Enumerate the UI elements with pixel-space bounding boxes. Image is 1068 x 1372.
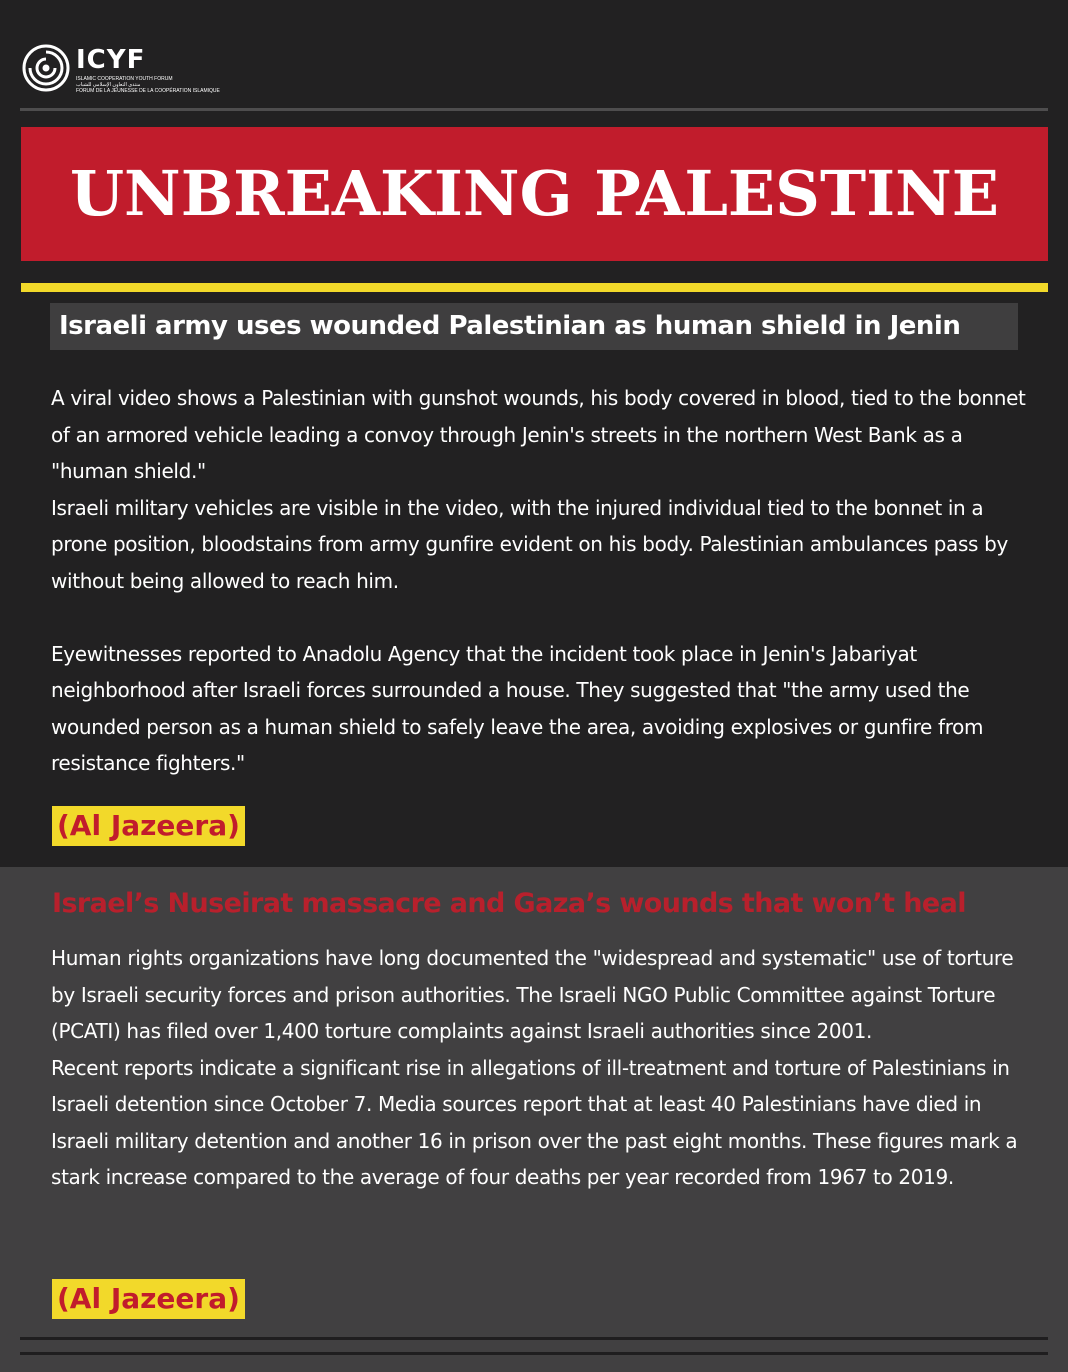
- logo-subtitle: [76, 76, 220, 94]
- article-2-body: [51, 940, 1026, 1196]
- article-1-headline-box: [50, 303, 1018, 350]
- logo-subline-fr: FORUM DE LA JEUNESSE DE LA COOPÉRATION ISLAMIQUE: [76, 88, 220, 94]
- paragraph-gap: [51, 599, 1026, 636]
- article-2-source-tag: (Al Jazeera): [52, 1279, 245, 1319]
- article-1-headline: Israeli army uses wounded Palestinian as human shield in Jenin: [59, 311, 961, 341]
- article-1-body: [51, 380, 1026, 782]
- bottom-divider: [20, 1352, 1048, 1355]
- title-banner: [21, 127, 1048, 261]
- logo-subline-en: ISLAMIC COOPERATION YOUTH FORUM: [76, 76, 173, 82]
- article-1-paragraph: Israeli military vehicles are visible in the video, with the injured individual tied to the bonnet in a prone position, bloodstains from army gunfire evident on his body. Palestinian ambulances pass by without being allowed to reach him.: [51, 495, 1008, 593]
- page-title: UNBREAKING PALESTINE: [69, 157, 1000, 230]
- logo-name: ICYF: [76, 45, 146, 75]
- bottom-divider: [20, 1337, 1048, 1340]
- top-divider: [20, 108, 1048, 111]
- article-1-paragraph: A viral video shows a Palestinian with gunshot wounds, his body covered in blood, tied to the bonnet of an armored vehicle leading a convoy through Jenin's streets in the northern West Bank as a "human shield.": [51, 386, 1026, 483]
- article-1-source-tag: (Al Jazeera): [52, 806, 245, 846]
- article-1-paragraph: Eyewitnesses reported to Anadolu Agency that the incident took place in Jenin's Jabariyat neighborhood after Israeli forces surrounded a house. They suggested that "the army used the wounded person as a human shield to safely leave the area, avoiding explosives or gunfire from resistance fighters.": [51, 641, 984, 775]
- icyf-swirl-icon: [20, 42, 72, 94]
- yellow-divider: [21, 283, 1048, 292]
- article-2-headline: Israel’s Nuseirat massacre and Gaza’s wounds that won’t heal: [52, 888, 966, 919]
- article-2-paragraph: Human rights organizations have long documented the "widespread and systematic" use of torture by Israeli security forces and prison authorities. The Israeli NGO Public Committee against Torture (PCATI) has filed over 1,400 torture complaints against Israeli authorities since 2001.: [51, 946, 1014, 1043]
- icyf-logo: [20, 42, 220, 98]
- article-2-paragraph: Recent reports indicate a significant rise in allegations of ill-treatment and torture of Palestinians in Israeli detention since October 7. Media sources report that at least 40 Palestinians have died in Israeli military detention and another 16 in prison over the past eight months. These figures mark a stark increase compared to the average of four deaths per year recorded from 1967 to 2019.: [51, 1055, 1018, 1189]
- logo-subline-ar: منتدى التعاون الإسلامي للشباب: [76, 82, 141, 88]
